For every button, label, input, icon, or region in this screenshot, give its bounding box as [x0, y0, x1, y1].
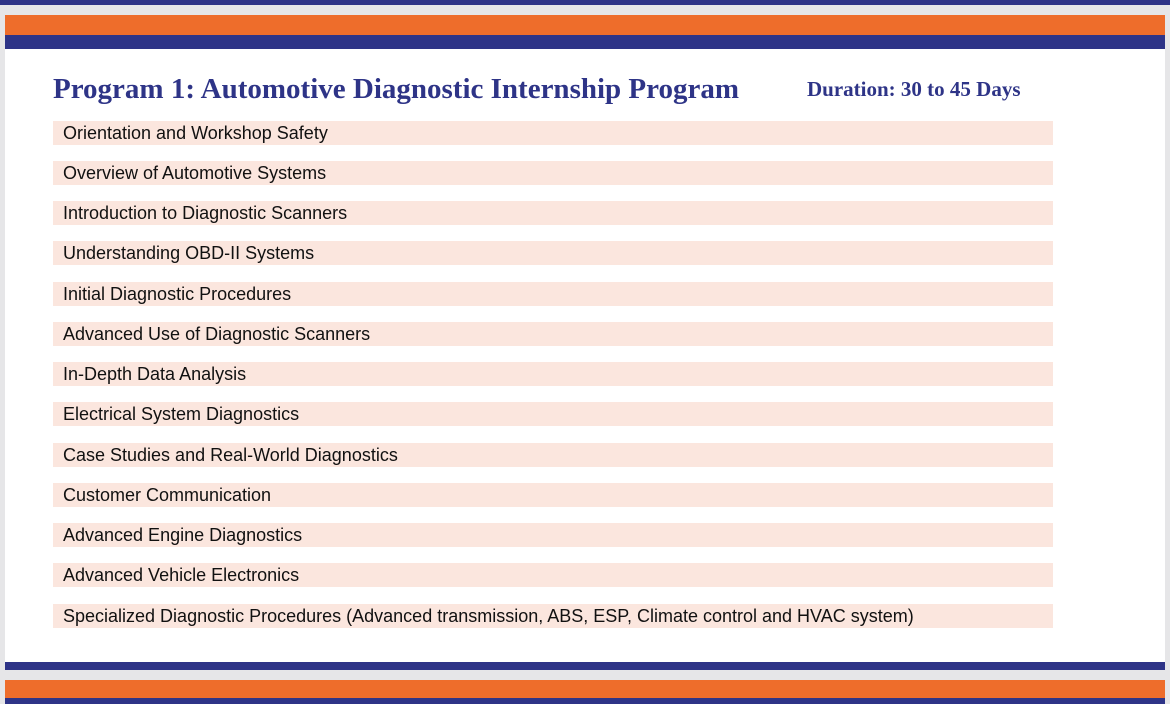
topic-row: [53, 443, 1053, 467]
topic-row: [53, 322, 1053, 346]
topic-label: Case Studies and Real-World Diagnostics: [63, 445, 398, 465]
topic-label: Advanced Engine Diagnostics: [63, 525, 303, 545]
program-header: [53, 71, 1053, 111]
topic-label: In-Depth Data Analysis: [63, 364, 247, 384]
topic-label: Understanding OBD-II Systems: [63, 243, 315, 263]
program-title: Program 1: Automotive Diagnostic Internship Program: [53, 73, 740, 105]
topic-label: Electrical System Diagnostics: [63, 404, 300, 424]
next-slide-navy-band: [5, 698, 1165, 704]
topic-label: Orientation and Workshop Safety: [63, 123, 328, 143]
topic-label: Overview of Automotive Systems: [63, 163, 327, 183]
header-orange-band: [5, 15, 1165, 35]
footer-navy-band: [5, 662, 1165, 670]
topic-row: [53, 604, 1053, 628]
topic-label: Introduction to Diagnostic Scanners: [63, 203, 348, 223]
topic-row: [53, 523, 1053, 547]
topic-label: Advanced Use of Diagnostic Scanners: [63, 324, 371, 344]
topic-row: [53, 282, 1053, 306]
topic-row: [53, 362, 1053, 386]
topic-row: [53, 402, 1053, 426]
topic-row: [53, 563, 1053, 587]
topic-label: Customer Communication: [63, 485, 272, 505]
topic-row: [53, 121, 1053, 145]
previous-slide-edge: [0, 0, 1170, 5]
topic-row: [53, 483, 1053, 507]
next-slide-edge: [5, 680, 1165, 704]
topic-label: Specialized Diagnostic Procedures (Advanced transmission, ABS, ESP, Climate control and HVAC system): [63, 606, 914, 626]
header-navy-band: [5, 35, 1165, 49]
topic-label: Advanced Vehicle Electronics: [63, 565, 300, 585]
topic-row: [53, 201, 1053, 225]
topic-row: [53, 161, 1053, 185]
topic-label: Initial Diagnostic Procedures: [63, 284, 292, 304]
topic-row: [53, 241, 1053, 265]
program-slide: [5, 15, 1165, 670]
next-slide-orange-band: [5, 680, 1165, 698]
program-duration: Duration: 30 to 45 Days: [807, 77, 1021, 101]
